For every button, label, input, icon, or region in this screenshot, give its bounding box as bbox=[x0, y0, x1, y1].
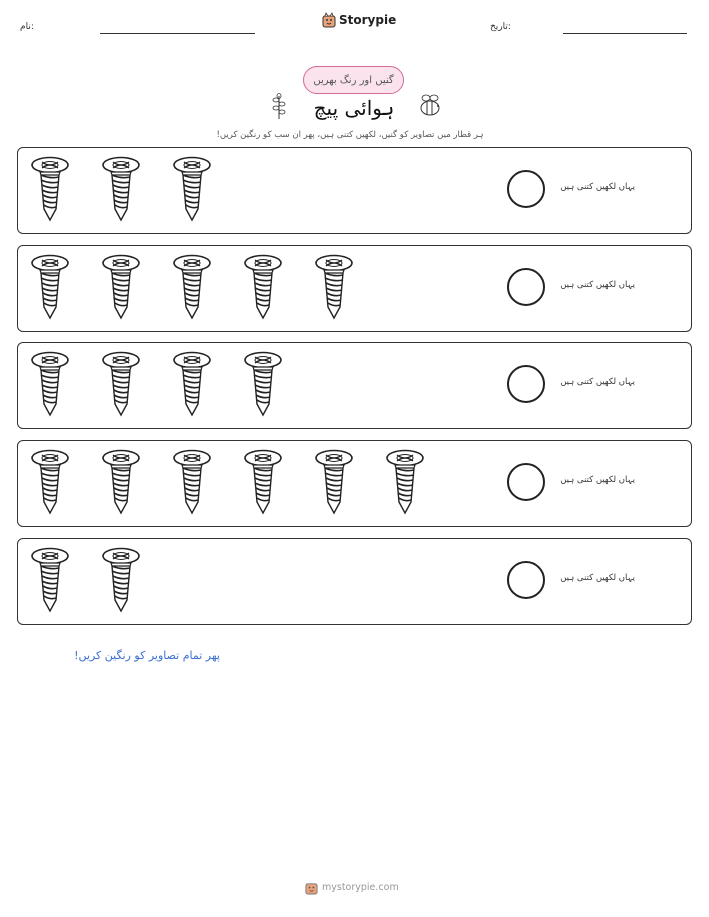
answer-prompt: یہاں لکھیں کتنی ہیں bbox=[560, 182, 635, 192]
screw-icon bbox=[314, 449, 354, 515]
answer-circle[interactable] bbox=[507, 170, 545, 208]
answer-circle[interactable] bbox=[507, 463, 545, 501]
name-label: نام: bbox=[20, 22, 34, 32]
count-row-4 bbox=[17, 440, 692, 527]
answer-circle[interactable] bbox=[507, 365, 545, 403]
count-row-5 bbox=[17, 538, 692, 625]
worksheet-title: ہوائی پیچ bbox=[313, 96, 395, 120]
count-row-1 bbox=[17, 147, 692, 234]
screw-icon bbox=[30, 351, 70, 417]
date-field-line[interactable] bbox=[563, 33, 687, 34]
screw-icon bbox=[314, 254, 354, 320]
screw-icon bbox=[172, 156, 212, 222]
screw-icon bbox=[243, 449, 283, 515]
count-row-2 bbox=[17, 245, 692, 332]
screw-icon bbox=[243, 254, 283, 320]
screw-icon bbox=[101, 547, 141, 613]
answer-prompt: یہاں لکھیں کتنی ہیں bbox=[560, 475, 635, 485]
screw-icon bbox=[172, 351, 212, 417]
screw-icon bbox=[172, 449, 212, 515]
screw-icon bbox=[101, 351, 141, 417]
storypie-logo-icon bbox=[322, 12, 336, 28]
answer-circle[interactable] bbox=[507, 561, 545, 599]
screw-icon bbox=[172, 254, 212, 320]
bee-icon bbox=[415, 92, 445, 118]
brand-header bbox=[322, 12, 396, 28]
instructions: ہر قطار میں تصاویر کو گنیں، لکھیں کتنی ہیں، پھر ان سب کو رنگین کریں! bbox=[216, 130, 484, 140]
storypie-logo-icon bbox=[305, 880, 318, 895]
count-row-3 bbox=[17, 342, 692, 429]
screw-icon bbox=[30, 156, 70, 222]
screw-icon bbox=[30, 449, 70, 515]
site-footer bbox=[305, 880, 399, 895]
flower-icon bbox=[272, 92, 286, 120]
screw-icon bbox=[101, 254, 141, 320]
date-label: تاریخ: bbox=[490, 22, 511, 32]
activity-tag: گنیں اور رنگ بھریں bbox=[303, 66, 404, 94]
answer-prompt: یہاں لکھیں کتنی ہیں bbox=[560, 280, 635, 290]
footer-note: پھر تمام تصاویر کو رنگین کریں! bbox=[74, 649, 220, 662]
answer-prompt: یہاں لکھیں کتنی ہیں bbox=[560, 377, 635, 387]
screw-icon bbox=[243, 351, 283, 417]
screw-icon bbox=[30, 547, 70, 613]
screw-icon bbox=[101, 156, 141, 222]
website-link[interactable]: mystorypie.com bbox=[322, 882, 399, 893]
screw-icon bbox=[385, 449, 425, 515]
answer-prompt: یہاں لکھیں کتنی ہیں bbox=[560, 573, 635, 583]
name-field-line[interactable] bbox=[100, 33, 255, 34]
answer-circle[interactable] bbox=[507, 268, 545, 306]
brand-name: Storypie bbox=[339, 13, 397, 27]
screw-icon bbox=[101, 449, 141, 515]
screw-icon bbox=[30, 254, 70, 320]
